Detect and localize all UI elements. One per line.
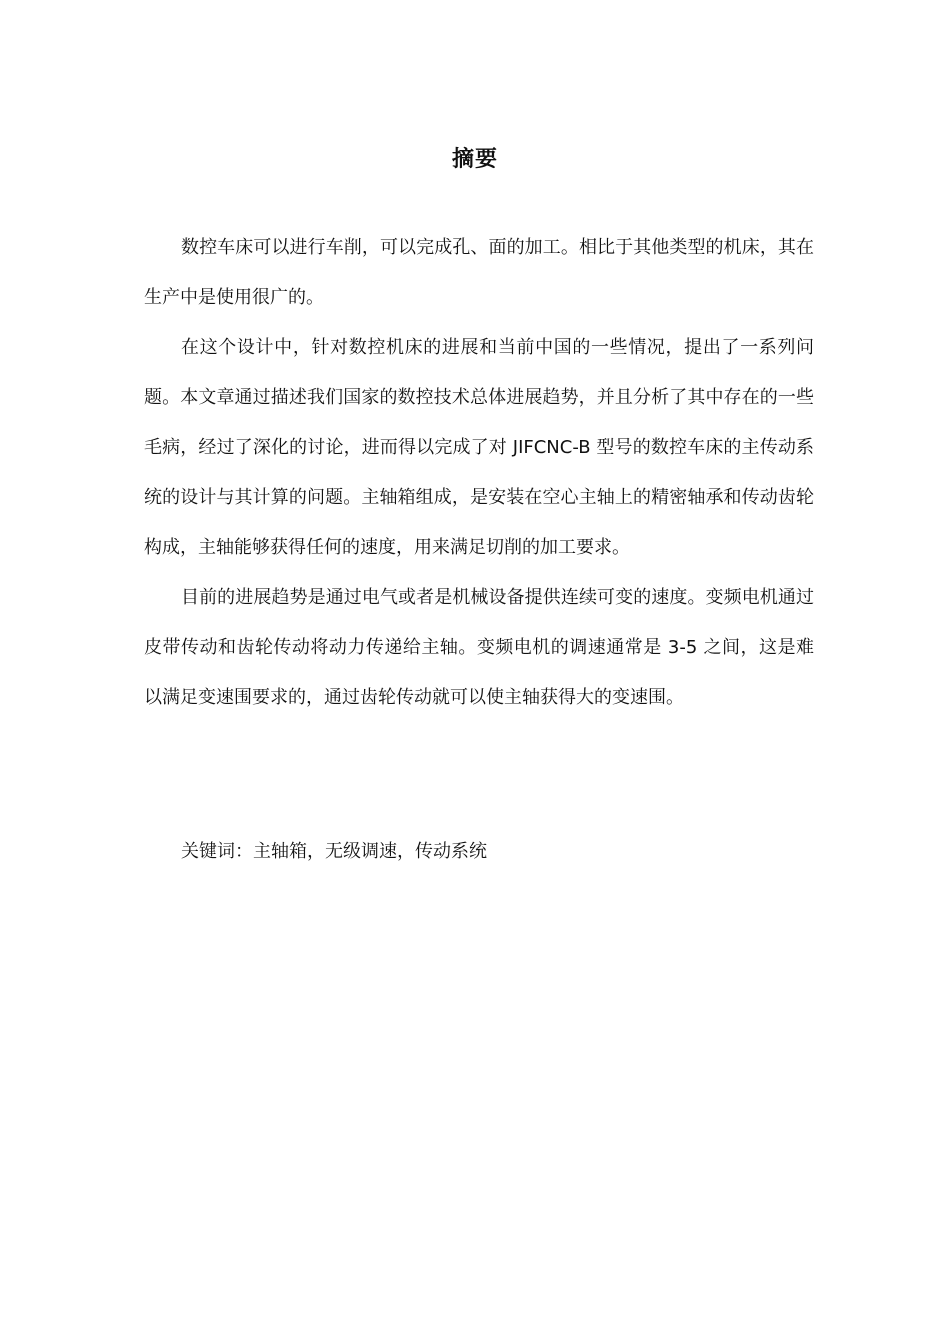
abstract-body (144, 223, 814, 723)
keywords-line: 关键词：主轴箱，无级调速，传动系统 (181, 841, 487, 862)
abstract-paragraph-2: 在这个设计中，针对数控机床的进展和当前中国的一些情况，提出了一系列问题。本文章通过描述我们国家的数控技术总体进展趋势，并且分析了其中存在的一些毛病，经过了深化的讨论，进而得以完成了对 JIFCNC-B 型号的数控车床的主传动系统的设计与其计算的问题。主轴箱组成，是安装在空心主轴上的精密轴承和传动齿轮构成，主轴能够获得任何的速度，用来满足切削的加工要求。 (144, 337, 814, 558)
abstract-paragraph-3: 目前的进展趋势是通过电气或者是机械设备提供连续可变的速度。变频电机通过皮带传动和齿轮传动将动力传递给主轴。变频电机的调速通常是 3-5 之间，这是难以满足变速围要求的，通过齿轮传动就可以使主轴获得大的变速围。 (144, 587, 814, 708)
page-title: 摘要 (451, 147, 498, 172)
abstract-paragraph-1: 数控车床可以进行车削，可以完成孔、面的加工。相比于其他类型的机床，其在生产中是使用很广的。 (144, 237, 814, 308)
